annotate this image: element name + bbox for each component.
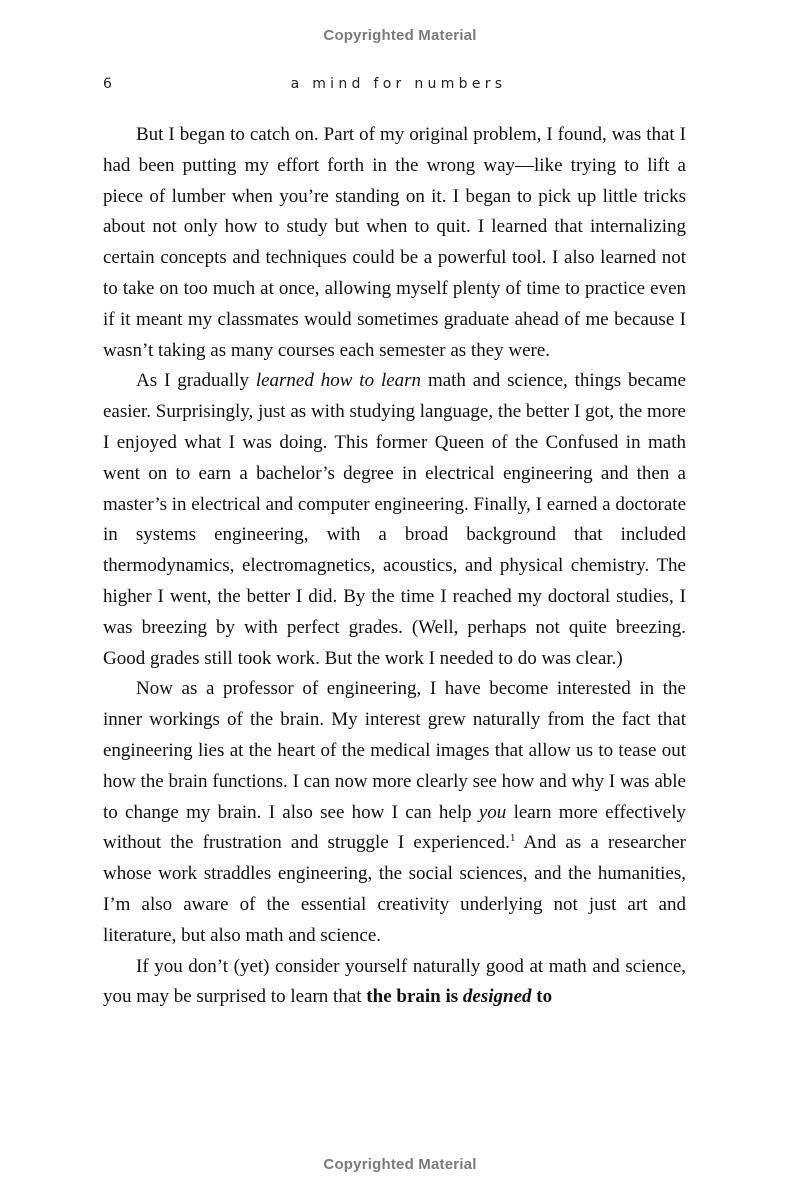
book-title: a mind for numbers <box>290 76 507 92</box>
paragraph-3-text-c: And as a researcher whose work straddles engineering, the social sciences, and the humanities, I’m also aware of the essential creativity underlying not just art and literature, but also math and science. <box>103 832 686 946</box>
running-header <box>103 76 686 96</box>
paragraph-4-text-a: If you don’t (yet) consider yourself naturally good at math and science, you may be surprised to learn that <box>103 955 686 1008</box>
copyright-watermark-top: Copyrighted Material <box>323 27 477 44</box>
footnote-marker[interactable]: 1 <box>509 832 516 845</box>
bold-text-b: to <box>531 986 553 1008</box>
copyright-watermark-bottom: Copyrighted Material <box>323 1156 477 1173</box>
paragraph-4 <box>103 952 686 1014</box>
paragraph-2 <box>103 366 686 674</box>
paragraph-3 <box>103 674 686 951</box>
page-number: 6 <box>103 76 112 92</box>
emphasis-you: you <box>478 801 507 823</box>
paragraph-3-text-a: Now as a professor of engineering, I have become interested in the inner workings of the brain. My interest grew naturally from the fact that engineering lies at the heart of the medical images that allow us to tease out how the brain functions. I can now more clearly see how and why I was able to change my brain. I also see how I can help <box>103 678 686 823</box>
body-text <box>103 120 686 1013</box>
paragraph-1: But I began to catch on. Part of my original problem, I found, was that I had been putting my effort forth in the wrong way—like trying to lift a piece of lumber when you’re standing on it. I began to pick up little tricks about not only how to study but when to quit. I learned that internalizing certain concepts and techniques could be a powerful tool. I also learned not to take on too much at once, allowing myself plenty of time to practice even if it meant my classmates would sometimes graduate ahead of me because I wasn’t taking as many courses each semester as they were. <box>103 124 686 361</box>
bold-text-a: the brain is <box>366 986 463 1008</box>
paragraph-2-text-b: math and science, things became easier. Surprisingly, just as with studying language, the better I got, the more I enjoyed what I was doing. This former Queen of the Confused in math went on to earn a bachelor’s degree in electrical engineering and then a master’s in electrical and computer engineering. Finally, I earned a doctorate in systems engineering, with a broad background that included thermodynamics, electromagnetics, acoustics, and physical chemistry. The higher I went, the better I did. By the time I reached my doctoral studies, I was breezing by with perfect grades. (Well, perhaps not quite breezing. Good grades still took work. But the work I needed to do was clear.) <box>103 370 686 669</box>
bold-italic-designed: designed <box>462 986 532 1008</box>
emphasis-learned-how-to-learn: learned how to learn <box>255 370 422 392</box>
paragraph-3-text-b: learn more effectively without the frustration and struggle I experienced. <box>103 801 686 854</box>
bold-text <box>366 986 552 1007</box>
paragraph-2-text-a: As I gradually <box>136 370 256 392</box>
